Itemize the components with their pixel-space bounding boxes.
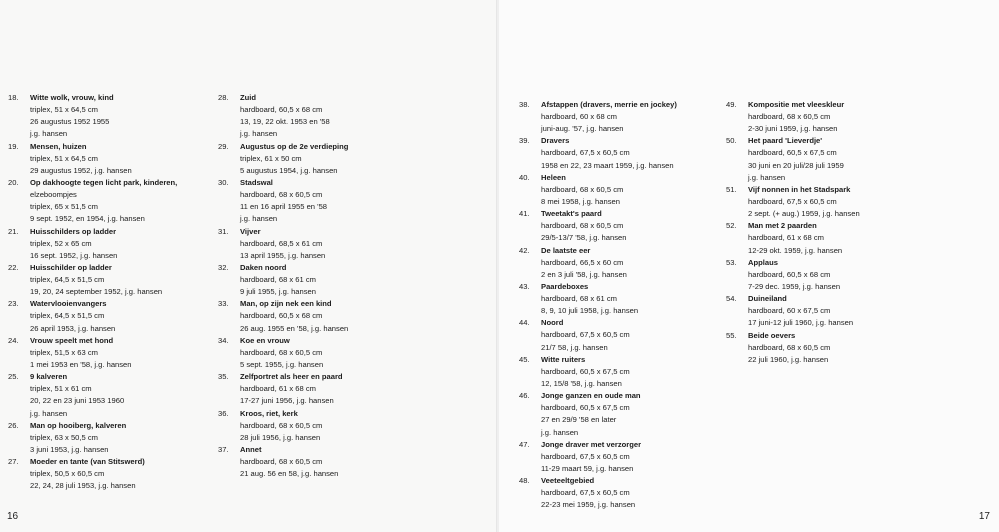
- catalog-entry: [726, 184, 860, 220]
- entry-detail-line: 2 en 3 juli '58, j.g. hansen: [541, 269, 627, 279]
- entry-detail-line: hardboard, 66,5 x 60 cm: [541, 257, 624, 267]
- entry-detail-line: 1 mei 1953 en '58, j.g. hansen: [30, 360, 132, 370]
- entry-detail-line: triplex, 52 x 65 cm: [30, 238, 92, 248]
- entry-detail-line: 5 sept. 1955, j.g. hansen: [240, 360, 324, 370]
- entry-title: Vijver: [240, 226, 261, 236]
- catalog-column-4: [726, 99, 860, 366]
- entry-title: Beide oevers: [748, 330, 796, 340]
- catalog-entry: [218, 371, 348, 407]
- catalog-entry: [218, 298, 348, 334]
- entry-title: Koe en vrouw: [240, 335, 290, 345]
- entry-detail-line: 29 augustus 1952, j.g. hansen: [30, 165, 132, 175]
- entry-number: 31.: [218, 226, 229, 236]
- entry-detail-line: triplex, 51 x 61 cm: [30, 384, 92, 394]
- catalog-column-2: [218, 92, 348, 480]
- entry-detail-line: triplex, 51,5 x 63 cm: [30, 347, 98, 357]
- entry-number: 22.: [8, 263, 19, 273]
- entry-detail-line: 22-23 mei 1959, j.g. hansen: [541, 500, 636, 510]
- entry-detail-line: j.g. hansen: [541, 427, 579, 437]
- entry-title: Moeder en tante (van Stitswerd): [30, 457, 145, 467]
- entry-detail-line: hardboard, 60 x 67,5 cm: [748, 306, 831, 316]
- catalog-entry: [218, 226, 348, 262]
- catalog-entry: [218, 92, 348, 141]
- entry-number: 50.: [726, 136, 737, 146]
- entry-number: 35.: [218, 372, 229, 382]
- catalog-entry: [8, 371, 177, 420]
- page-right: [499, 0, 999, 532]
- entry-number: 33.: [218, 299, 229, 309]
- entry-detail-line: 9 juli 1955, j.g. hansen: [240, 287, 316, 297]
- entry-detail-line: triplex, 51 x 64,5 cm: [30, 105, 98, 114]
- entry-detail-line: 13, 19, 22 okt. 1953 en '58: [240, 117, 330, 127]
- catalog-entry: [726, 220, 860, 256]
- entry-detail-line: 22 juli 1960, j.g. hansen: [748, 354, 829, 364]
- entry-detail-line: elzeboompjes: [30, 190, 77, 200]
- entry-title: Man met 2 paarden: [748, 221, 817, 231]
- entry-title: Veeteeltgebied: [541, 476, 595, 486]
- entry-detail-line: hardboard, 60,5 x 68 cm: [240, 105, 323, 114]
- entry-number: 36.: [218, 408, 229, 418]
- catalog-entry: [519, 439, 677, 475]
- entry-detail-line: triplex, 64,5 x 51,5 cm: [30, 275, 105, 285]
- entry-number: 43.: [519, 282, 530, 292]
- entry-detail-line: j.g. hansen: [30, 408, 68, 418]
- entry-title: Applaus: [748, 257, 778, 267]
- catalog-entry: [8, 456, 177, 492]
- entry-number: 37.: [218, 445, 229, 455]
- entry-title: Tweetakt's paard: [541, 209, 602, 219]
- entry-detail-line: 21/7 58, j.g. hansen: [541, 342, 608, 352]
- entry-detail-line: hardboard, 68 x 60,5 cm: [240, 190, 323, 200]
- catalog-entry: [519, 281, 677, 317]
- entry-title: Huisschilders op ladder: [30, 226, 117, 236]
- catalog-entry: [519, 135, 677, 171]
- entry-number: 42.: [519, 245, 530, 255]
- catalog-entry: [218, 141, 348, 177]
- entry-title: Man, op zijn nek een kind: [240, 299, 332, 309]
- catalog-column-1: [8, 92, 177, 493]
- entry-detail-line: hardboard, 67,5 x 60,5 cm: [748, 197, 837, 207]
- catalog-entry: [519, 354, 677, 390]
- entry-title: Witte ruiters: [541, 354, 586, 364]
- entry-detail-line: 3 juni 1953, j.g. hansen: [30, 445, 109, 455]
- entry-detail-line: 1958 en 22, 23 maart 1959, j.g. hansen: [541, 160, 674, 170]
- catalog-entry: [726, 293, 860, 329]
- entry-number: 47.: [519, 439, 530, 449]
- catalog-entry: [8, 298, 177, 334]
- catalog-entry: [519, 475, 677, 511]
- catalog-entry: [726, 135, 860, 184]
- catalog-entry: [8, 420, 177, 456]
- entry-number: 23.: [8, 299, 19, 309]
- entry-title: Man op hooiberg, kalveren: [30, 420, 127, 430]
- page-left: [0, 0, 497, 532]
- entry-number: 51.: [726, 185, 737, 195]
- entry-detail-line: 21 aug. 56 en 58, j.g. hansen: [240, 469, 339, 479]
- entry-title: 9 kalveren: [30, 372, 68, 382]
- entry-number: 28.: [218, 93, 229, 102]
- entry-title: Stadswal: [240, 178, 273, 188]
- catalog-entry: [726, 330, 860, 366]
- entry-title: Jonge draver met verzorger: [541, 439, 642, 449]
- entry-title: Dravers: [541, 136, 570, 146]
- entry-detail-line: 26 aug. 1955 en '58, j.g. hansen: [240, 323, 349, 333]
- catalog-entry: [519, 99, 677, 135]
- entry-detail-line: hardboard, 60 x 68 cm: [541, 112, 617, 121]
- entry-detail-line: hardboard, 68 x 60,5 cm: [541, 184, 624, 194]
- entry-detail-line: 16 sept. 1952, j.g. hansen: [30, 250, 118, 260]
- entry-number: 24.: [8, 335, 19, 345]
- entry-title: Noord: [541, 318, 564, 328]
- entry-detail-line: hardboard, 67,5 x 60,5 cm: [541, 488, 630, 498]
- entry-number: 40.: [519, 172, 530, 182]
- entry-title: Heleen: [541, 172, 566, 182]
- page-number-left: 16: [7, 511, 19, 522]
- entry-detail-line: 28 juli 1956, j.g. hansen: [240, 432, 321, 442]
- entry-detail-line: j.g. hansen: [240, 129, 278, 139]
- entry-detail-line: hardboard, 68 x 60,5 cm: [748, 112, 831, 121]
- catalog-entry: [726, 257, 860, 293]
- entry-number: 20.: [8, 178, 19, 188]
- entry-detail-line: 12, 15/8 '58, j.g. hansen: [541, 379, 622, 389]
- entry-title: Kroos, riet, kerk: [240, 408, 298, 418]
- catalog-entry: [218, 444, 348, 480]
- entry-title: Zuid: [240, 93, 257, 102]
- entry-detail-line: triplex, 51 x 64,5 cm: [30, 153, 98, 163]
- entry-detail-line: hardboard, 61 x 68 cm: [240, 384, 316, 394]
- catalog-entry: [519, 390, 677, 439]
- entry-detail-line: 27 en 29/9 '58 en later: [541, 415, 617, 425]
- entry-detail-line: hardboard, 60,5 x 68 cm: [748, 269, 831, 279]
- entry-detail-line: hardboard, 68 x 60,5 cm: [748, 342, 831, 352]
- entry-title: Kompositie met vleeskleur: [748, 100, 845, 109]
- entry-title: Jonge ganzen en oude man: [541, 391, 641, 401]
- entry-number: 39.: [519, 136, 530, 146]
- entry-number: 46.: [519, 391, 530, 401]
- entry-number: 41.: [519, 209, 530, 219]
- entry-detail-line: 20, 22 en 23 juni 1953 1960: [30, 396, 125, 406]
- catalog-entry: [519, 208, 677, 244]
- entry-detail-line: hardboard, 60,5 x 67,5 cm: [748, 148, 837, 158]
- entry-detail-line: hardboard, 68 x 61 cm: [541, 294, 617, 304]
- entry-number: 48.: [519, 476, 530, 486]
- entry-detail-line: 17-27 juni 1956, j.g. hansen: [240, 396, 334, 406]
- page-number-right: 17: [978, 511, 990, 522]
- entry-number: 38.: [519, 100, 530, 109]
- catalog-entry: [8, 92, 177, 141]
- entry-number: 26.: [8, 420, 19, 430]
- catalog-entry: [519, 317, 677, 353]
- catalog-entry: [519, 245, 677, 281]
- entry-number: 25.: [8, 372, 19, 382]
- entry-detail-line: triplex, 63 x 50,5 cm: [30, 432, 98, 442]
- entry-title: Paardeboxes: [541, 282, 589, 292]
- entry-detail-line: 2-30 juni 1959, j.g. hansen: [748, 124, 838, 134]
- catalog-entry: [8, 177, 177, 226]
- entry-detail-line: 12-29 okt. 1959, j.g. hansen: [748, 245, 843, 255]
- catalog-entry: [8, 226, 177, 262]
- catalog-entry: [218, 408, 348, 444]
- entry-number: 29.: [218, 141, 229, 151]
- entry-detail-line: hardboard, 67,5 x 60,5 cm: [541, 451, 630, 461]
- entry-detail-line: hardboard, 68 x 60,5 cm: [240, 457, 323, 467]
- entry-number: 49.: [726, 100, 737, 109]
- entry-title: Op dakhoogte tegen licht park, kinderen,: [30, 178, 178, 188]
- entry-detail-line: 2 sept. (+ aug.) 1959, j.g. hansen: [748, 209, 860, 219]
- entry-detail-line: j.g. hansen: [748, 172, 786, 182]
- entry-detail-line: triplex, 64,5 x 51,5 cm: [30, 311, 105, 321]
- catalog-entry: [218, 177, 348, 226]
- entry-number: 27.: [8, 457, 19, 467]
- entry-detail-line: hardboard, 60,5 x 67,5 cm: [541, 403, 630, 413]
- entry-detail-line: 9 sept. 1952, en 1954, j.g. hansen: [30, 214, 145, 224]
- entry-detail-line: hardboard, 60,5 x 67,5 cm: [541, 366, 630, 376]
- entry-detail-line: 29/5-13/7 '58, j.g. hansen: [541, 233, 627, 243]
- entry-number: 53.: [726, 257, 737, 267]
- entry-title: Zelfportret als heer en paard: [240, 372, 343, 382]
- catalog-entry: [8, 141, 177, 177]
- entry-detail-line: 17 juni-12 juli 1960, j.g. hansen: [748, 318, 854, 328]
- entry-detail-line: juni-aug. '57, j.g. hansen: [541, 124, 624, 134]
- entry-detail-line: hardboard, 68 x 61 cm: [240, 275, 316, 285]
- entry-detail-line: triplex, 50,5 x 60,5 cm: [30, 469, 105, 479]
- catalog-column-3: [519, 99, 677, 512]
- entry-title: Witte wolk, vrouw, kind: [30, 93, 114, 102]
- entry-title: Het paard 'Lieverdje': [748, 136, 823, 146]
- catalog-entry: [8, 262, 177, 298]
- entry-number: 54.: [726, 294, 737, 304]
- entry-detail-line: 19, 20, 24 september 1952, j.g. hansen: [30, 287, 163, 297]
- entry-number: 30.: [218, 178, 229, 188]
- catalog-entry: [726, 99, 860, 135]
- entry-number: 18.: [8, 93, 19, 102]
- entry-detail-line: hardboard, 60,5 x 68 cm: [240, 311, 323, 321]
- entry-number: 19.: [8, 141, 19, 151]
- entry-number: 55.: [726, 330, 737, 340]
- entry-detail-line: triplex, 61 x 50 cm: [240, 153, 302, 163]
- catalog-entry: [8, 335, 177, 371]
- entry-title: Huisschilder op ladder: [30, 263, 112, 273]
- entry-detail-line: 8 mei 1958, j.g. hansen: [541, 197, 620, 207]
- entry-title: De laatste eer: [541, 245, 591, 255]
- entry-title: Annet: [240, 445, 262, 455]
- entry-detail-line: hardboard, 61 x 68 cm: [748, 233, 824, 243]
- entry-title: Mensen, huizen: [30, 141, 87, 151]
- entry-number: 21.: [8, 226, 19, 236]
- catalog-entry: [218, 335, 348, 371]
- entry-detail-line: 5 augustus 1954, j.g. hansen: [240, 165, 338, 175]
- entry-number: 52.: [726, 221, 737, 231]
- entry-number: 44.: [519, 318, 530, 328]
- entry-detail-line: hardboard, 68,5 x 61 cm: [240, 238, 323, 248]
- entry-detail-line: hardboard, 67,5 x 60,5 cm: [541, 330, 630, 340]
- entry-detail-line: hardboard, 67,5 x 60,5 cm: [541, 148, 630, 158]
- entry-detail-line: 11-29 maart 59, j.g. hansen: [541, 464, 634, 474]
- entry-title: Duineiland: [748, 294, 787, 304]
- catalog-entry: [218, 262, 348, 298]
- entry-detail-line: hardboard, 68 x 60,5 cm: [240, 420, 323, 430]
- entry-detail-line: 8, 9, 10 juli 1958, j.g. hansen: [541, 306, 639, 316]
- entry-detail-line: hardboard, 68 x 60,5 cm: [240, 347, 323, 357]
- entry-number: 45.: [519, 354, 530, 364]
- entry-detail-line: 7-29 dec. 1959, j.g. hansen: [748, 282, 841, 292]
- entry-detail-line: 22, 24, 28 juli 1953, j.g. hansen: [30, 481, 136, 491]
- entry-title: Vrouw speelt met hond: [30, 335, 114, 345]
- entry-title: Augustus op de 2e verdieping: [240, 141, 349, 151]
- catalog-entry: [519, 172, 677, 208]
- entry-detail-line: 26 augustus 1952 1955: [30, 117, 110, 127]
- entry-title: Daken noord: [240, 263, 287, 273]
- entry-number: 32.: [218, 263, 229, 273]
- entry-detail-line: 13 april 1955, j.g. hansen: [240, 250, 326, 260]
- entry-title: Vijf nonnen in het Stadspark: [748, 185, 851, 195]
- entry-detail-line: j.g. hansen: [240, 214, 278, 224]
- entry-detail-line: hardboard, 68 x 60,5 cm: [541, 221, 624, 231]
- entry-detail-line: triplex, 65 x 51,5 cm: [30, 202, 98, 212]
- entry-detail-line: 11 en 16 april 1955 en '58: [240, 202, 328, 212]
- entry-detail-line: j.g. hansen: [30, 129, 68, 139]
- entry-detail-line: 30 juni en 20 juli/28 juli 1959: [748, 160, 844, 170]
- entry-title: Watervlooienvangers: [30, 299, 107, 309]
- entry-detail-line: 26 april 1953, j.g. hansen: [30, 323, 116, 333]
- entry-number: 34.: [218, 335, 229, 345]
- entry-title: Afstappen (dravers, merrie en jockey): [541, 100, 677, 109]
